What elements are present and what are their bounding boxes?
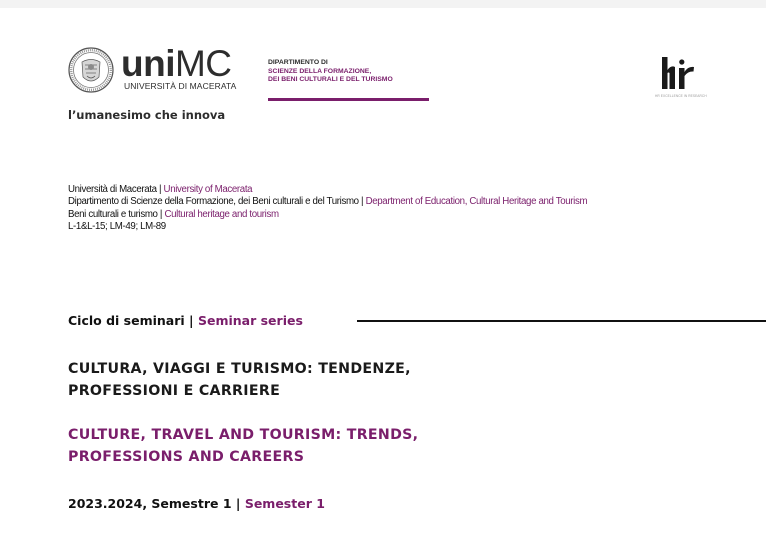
title-italian-line-1: CULTURA, VIAGGI E TURISMO: TENDENZE,: [68, 361, 411, 377]
title-italian: [68, 358, 411, 402]
dept-line-1: DIPARTIMENTO DI: [268, 59, 328, 66]
department-label: [268, 59, 393, 85]
title-english: [68, 424, 418, 468]
seminar-series-label: Ciclo di seminari | Seminar series: [68, 313, 303, 328]
semester-label: 2023.2024, Semestre 1 | Semester 1: [68, 496, 325, 511]
course-info-block: [68, 184, 587, 233]
university-seal-icon: [68, 47, 114, 93]
title-italian-line-2: PROFESSIONI E CARRIERE: [68, 383, 281, 399]
title-english-line-1: CULTURE, TRAVEL AND TOURISM: TRENDS,: [68, 427, 419, 443]
university-name-sub: UNIVERSITÀ DI MACERATA: [124, 81, 237, 91]
course-line: Beni culturali e turismo | Cultural heritage and tourism: [68, 208, 279, 220]
top-bar: [0, 0, 766, 8]
unimc-wordmark: uniMC: [121, 43, 232, 84]
hr-excellence-caption: HR EXCELLENCE IN RESEARCH: [655, 94, 707, 98]
series-divider: [357, 320, 766, 322]
department-underline: [268, 98, 429, 101]
tagline: l’umanesimo che innova: [68, 108, 226, 122]
university-line: Università di Macerata | University of Macerata: [68, 184, 253, 195]
hr-excellence-logo-icon: [659, 56, 699, 90]
department-line: Dipartimento di Scienze della Formazione, dei Beni culturali e del Turismo | Department of Education, Cultural Heritage and Tourism: [68, 196, 588, 208]
degree-classes-line: L-1&L-15; LM-49; LM-89: [68, 220, 166, 232]
dept-line-3: DEI BENI CULTURALI E DEL TURISMO: [268, 76, 393, 83]
dept-line-2: SCIENZE DELLA FORMAZIONE,: [268, 67, 372, 75]
title-english-line-2: PROFESSIONS AND CAREERS: [68, 449, 305, 465]
